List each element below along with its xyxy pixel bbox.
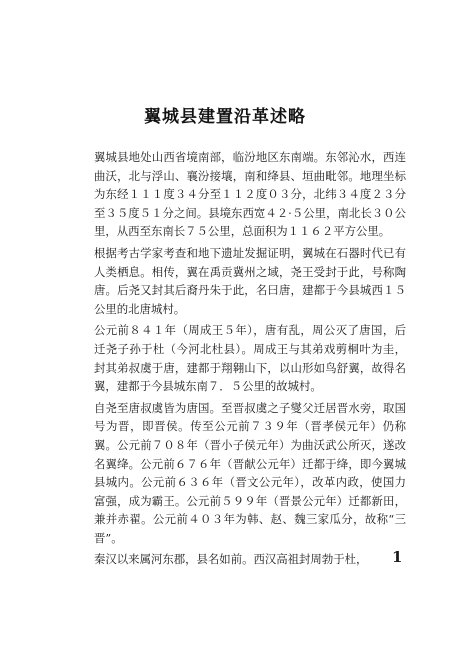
page-number: 1 <box>392 548 403 566</box>
paragraph-zhou: 公元前８４１年（周成王５年），唐有乱，周公灭了唐国，后迁尧子孙于杜（今河北杜县）。周成王与其弟戏剪桐叶为圭，封其弟叔虞于唐，建都于翔翱山下，以山形如鸟舒翼，故得名翼，建都于今县城东南７．５公里的故城村。 <box>94 323 406 394</box>
page-title: 翼城县建置沿革述略 <box>144 107 306 127</box>
paragraph-origins: 根据考古学家考查和地下遗址发掘证明，翼城在石器时代已有人类栖息。相传，翼在禹贡冀州之域，尧王受封于此，号称陶唐。后尧又封其后裔丹朱于此，名曰唐，建都于今县城西１５公里的北唐城村。 <box>94 245 406 316</box>
paragraph-jin: 自尧至唐叔虞皆为唐国。至晋叔虞之子燮父迁居晋水旁，取国号为晋，即晋侯。传至公元前７３９年（晋孝侯元年）仍称翼。公元前７０８年（晋小子侯元年）为曲沃武公所灭，遂改名翼绛。公元前６７６年（晋献公元年）迁都于绛，即今翼城县城内。公元前６３６年（晋文公元年），改革内政，使国力富强，成为霸王。公元前５９９年（晋景公元年）迁都新田，兼并赤翟。公元前４０３年为韩、赵、魏三家瓜分，故称“三晋”。 <box>94 400 406 545</box>
paragraph-qin-han: 秦汉以来属河东郡，县名如前。西汉高祖封周勃于杜， <box>94 552 368 567</box>
document-body <box>94 148 406 572</box>
paragraph-location: 翼城县地处山西省境南部，临汾地区东南端。东邻沁水，西连曲沃，北与浮山、襄汾接壤，南和绛县、垣曲毗邻。地理坐标为东经１１１度３４分至１１２度０３分，北纬３４度２３分至３５度５１分之间。县境东西宽４２·５公里，南北长３０公里，从西至东南长７５公里，总面积为１１６２平方公里。 <box>94 150 406 239</box>
